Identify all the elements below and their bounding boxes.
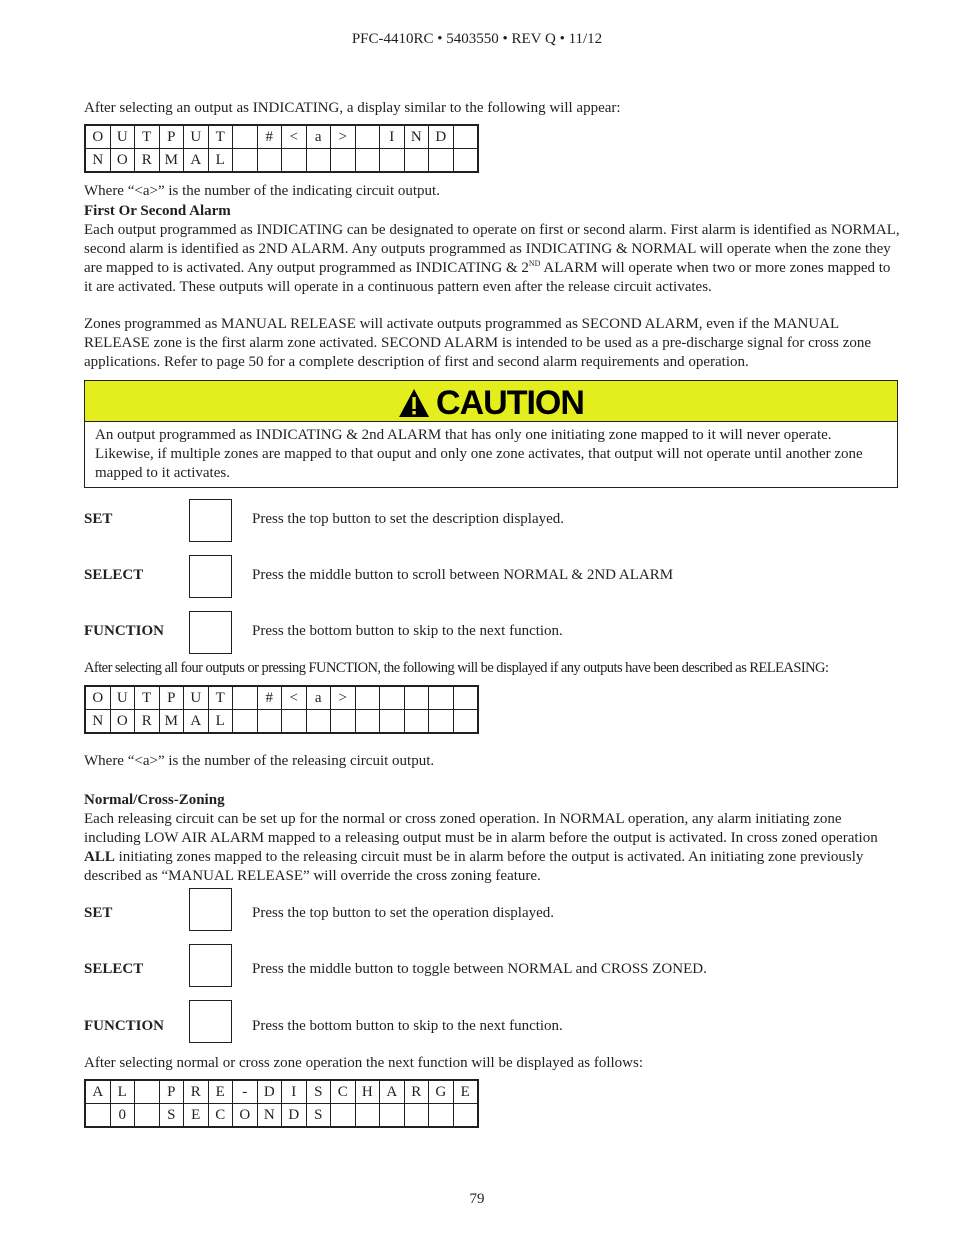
lcd-cell: M — [159, 710, 184, 734]
lcd-cell: I — [380, 125, 405, 149]
where-indicating-text: Where “<a>” is the number of the indicating circuit output. — [84, 183, 440, 199]
lcd-cell: O — [85, 125, 110, 149]
lcd-cell: L — [208, 149, 233, 173]
lcd-cell — [355, 125, 380, 149]
select-button[interactable] — [189, 555, 232, 598]
first-second-alarm-heading: First Or Second Alarm — [84, 203, 231, 219]
set-description: Press the top button to set the description displayed. — [252, 511, 565, 527]
lcd-cell — [233, 710, 258, 734]
function-description: Press the bottom button to skip to the next function. — [252, 623, 563, 639]
lcd-cell: U — [110, 686, 135, 710]
lcd-cell: > — [331, 686, 356, 710]
lcd-cell: D — [257, 1080, 282, 1104]
lcd-cell: T — [208, 125, 233, 149]
warning-triangle-icon — [398, 388, 430, 418]
lcd-cell — [453, 686, 478, 710]
lcd-cell: E — [453, 1080, 478, 1104]
lcd-cell: A — [184, 710, 209, 734]
lcd-cell: A — [184, 149, 209, 173]
function-description: Press the bottom button to skip to the next function. — [252, 1018, 563, 1034]
lcd-cell — [355, 710, 380, 734]
para-part: ALARM will operate when two or more zones mapped to it are activated. These outputs will operate in a continuous pattern even after the release circuit activates. — [84, 260, 891, 295]
lcd-row-2 — [85, 710, 478, 734]
lcd-cell — [355, 149, 380, 173]
lcd-cell: O — [110, 149, 135, 173]
lcd-cell: A — [85, 1080, 110, 1104]
lcd-cell — [355, 1104, 380, 1128]
lcd-cell: U — [184, 686, 209, 710]
lcd-cell: 0 — [110, 1104, 135, 1128]
lcd-display-releasing — [84, 685, 479, 734]
set-button[interactable] — [189, 499, 232, 542]
lcd-cell: T — [135, 686, 160, 710]
lcd-cell: P — [159, 1080, 184, 1104]
lcd-cell — [257, 710, 282, 734]
lcd-row-1 — [85, 686, 478, 710]
lcd-row-2 — [85, 1104, 478, 1128]
caution-label: CAUTION — [436, 384, 584, 422]
lcd-cell — [282, 710, 307, 734]
lcd-cell: T — [135, 125, 160, 149]
lcd-cell: R — [135, 149, 160, 173]
lcd-cell: E — [184, 1104, 209, 1128]
lcd-cell — [233, 125, 258, 149]
lcd-cell — [331, 149, 356, 173]
lcd-cell — [380, 686, 405, 710]
lcd-cell — [380, 710, 405, 734]
lcd-cell: N — [85, 149, 110, 173]
normal-cross-zoning-paragraph — [84, 810, 900, 886]
lcd-cell: > — [331, 125, 356, 149]
lcd-cell: # — [257, 686, 282, 710]
lcd-cell: N — [85, 710, 110, 734]
lcd-cell — [404, 149, 429, 173]
manual-release-paragraph: Zones programmed as MANUAL RELEASE will activate outputs programmed as SECOND ALARM, even if the MANUAL RELEASE zone is the first alarm zone activated. SECOND ALARM is intended to be used as a pre-discharge signal for cross zone applications. Refer to page 50 for a complete description of first and second alarm requirements and operation. — [84, 316, 872, 370]
select-description: Press the middle button to toggle between NORMAL and CROSS ZONED. — [252, 961, 707, 977]
select-label: SELECT — [84, 961, 144, 977]
after-cross-zone-text: After selecting normal or cross zone operation the next function will be displayed as follows: — [84, 1055, 644, 1071]
lcd-cell: N — [257, 1104, 282, 1128]
lcd-cell — [453, 710, 478, 734]
lcd-cell — [380, 1104, 405, 1128]
lcd-cell: O — [233, 1104, 258, 1128]
para-bold: ALL — [84, 849, 115, 865]
lcd-cell: U — [110, 125, 135, 149]
lcd-cell — [429, 1104, 454, 1128]
lcd-cell: I — [282, 1080, 307, 1104]
where-releasing-text: Where “<a>” is the number of the releasing circuit output. — [84, 753, 435, 769]
lcd-cell: A — [380, 1080, 405, 1104]
lcd-cell: O — [85, 686, 110, 710]
lcd-cell — [306, 710, 331, 734]
lcd-cell — [453, 1104, 478, 1128]
lcd-cell: S — [306, 1080, 331, 1104]
set-button[interactable] — [189, 888, 232, 931]
lcd-display-pre-discharge — [84, 1079, 479, 1128]
select-button[interactable] — [189, 944, 232, 987]
para-part: Each output programmed as INDICATING can be designated to operate on first or second alarm. First alarm is identified as NORMAL, second alarm is identified as 2ND ALARM. Any outputs programmed as INDICATING & NORMAL will operate when the zone they are mapped to is activated. Any output programmed as INDICATING & 2 — [84, 222, 900, 276]
lcd-cell: N — [404, 125, 429, 149]
lcd-cell: < — [282, 686, 307, 710]
function-button[interactable] — [189, 1000, 232, 1043]
lcd-row-2 — [85, 149, 478, 173]
lcd-cell — [453, 125, 478, 149]
lcd-cell: D — [429, 125, 454, 149]
lcd-cell: H — [355, 1080, 380, 1104]
lcd-cell: a — [306, 125, 331, 149]
caution-box — [84, 380, 898, 488]
lcd-cell: L — [208, 710, 233, 734]
after-four-outputs-text: After selecting all four outputs or pressing FUNCTION, the following will be displayed if any outputs have been described as RELEASING: — [84, 660, 829, 676]
lcd-row-1 — [85, 1080, 478, 1104]
select-label: SELECT — [84, 567, 144, 583]
caution-title — [398, 386, 584, 420]
lcd-cell: S — [159, 1104, 184, 1128]
lcd-cell: P — [159, 125, 184, 149]
lcd-cell — [404, 710, 429, 734]
lcd-cell — [429, 686, 454, 710]
lcd-cell — [282, 149, 307, 173]
lcd-cell — [331, 1104, 356, 1128]
lcd-cell: < — [282, 125, 307, 149]
lcd-cell: R — [404, 1080, 429, 1104]
lcd-row-1 — [85, 125, 478, 149]
lcd-cell — [404, 686, 429, 710]
lcd-cell — [429, 149, 454, 173]
function-label: FUNCTION — [84, 1018, 165, 1034]
lcd-cell — [135, 1104, 160, 1128]
lcd-cell — [233, 149, 258, 173]
lcd-cell — [355, 686, 380, 710]
lcd-cell — [233, 686, 258, 710]
function-label: FUNCTION — [84, 623, 165, 639]
lcd-cell: D — [282, 1104, 307, 1128]
lcd-cell — [331, 710, 356, 734]
lcd-cell — [135, 1080, 160, 1104]
lcd-cell: R — [184, 1080, 209, 1104]
lcd-display-indicating — [84, 124, 479, 173]
lcd-cell — [257, 149, 282, 173]
lcd-cell: R — [135, 710, 160, 734]
caution-banner — [85, 381, 897, 422]
lcd-cell: C — [208, 1104, 233, 1128]
lcd-cell: O — [110, 710, 135, 734]
lcd-cell — [306, 149, 331, 173]
set-label: SET — [84, 511, 113, 527]
normal-cross-zoning-heading: Normal/Cross-Zoning — [84, 792, 225, 808]
lcd-cell: C — [331, 1080, 356, 1104]
lcd-cell: U — [184, 125, 209, 149]
lcd-cell: L — [110, 1080, 135, 1104]
function-button[interactable] — [189, 611, 232, 654]
lcd-cell: P — [159, 686, 184, 710]
lcd-cell: S — [306, 1104, 331, 1128]
lcd-cell: E — [208, 1080, 233, 1104]
lcd-cell — [453, 149, 478, 173]
para-part: initiating zones mapped to the releasing circuit must be in alarm before the output is activated. An initiating zone previously described as “MANUAL RELEASE” will override the cross zoning feature. — [84, 849, 864, 884]
first-second-alarm-paragraph — [84, 221, 900, 297]
lcd-cell — [85, 1104, 110, 1128]
lcd-cell: # — [257, 125, 282, 149]
page-header: PFC-4410RC • 5403550 • REV Q • 11/12 — [351, 31, 603, 47]
caution-text: An output programmed as INDICATING & 2nd ALARM that has only one initiating zone mapped to it will never operate. Likewise, if multiple zones are mapped to that ouput and only one zone activates, that output will not operate until another zone mapped to it activates. — [95, 427, 863, 481]
lcd-cell: - — [233, 1080, 258, 1104]
intro-text: After selecting an output as INDICATING, a display similar to the following will appear: — [84, 100, 621, 116]
lcd-cell — [429, 710, 454, 734]
set-label: SET — [84, 905, 113, 921]
superscript: ND — [528, 259, 541, 268]
select-description: Press the middle button to scroll between NORMAL & 2ND ALARM — [252, 567, 674, 583]
page-number: 79 — [469, 1191, 485, 1207]
lcd-cell: M — [159, 149, 184, 173]
lcd-cell — [404, 1104, 429, 1128]
lcd-cell — [380, 149, 405, 173]
lcd-cell: G — [429, 1080, 454, 1104]
lcd-cell: T — [208, 686, 233, 710]
para-part: Each releasing circuit can be set up for the normal or cross zoned operation. In NORMAL operation, any alarm initiating zone including LOW AIR ALARM mapped to a releasing output must be in alarm before the output is activated. In cross zoned operation — [84, 811, 878, 846]
lcd-cell: a — [306, 686, 331, 710]
set-description: Press the top button to set the operation displayed. — [252, 905, 555, 921]
